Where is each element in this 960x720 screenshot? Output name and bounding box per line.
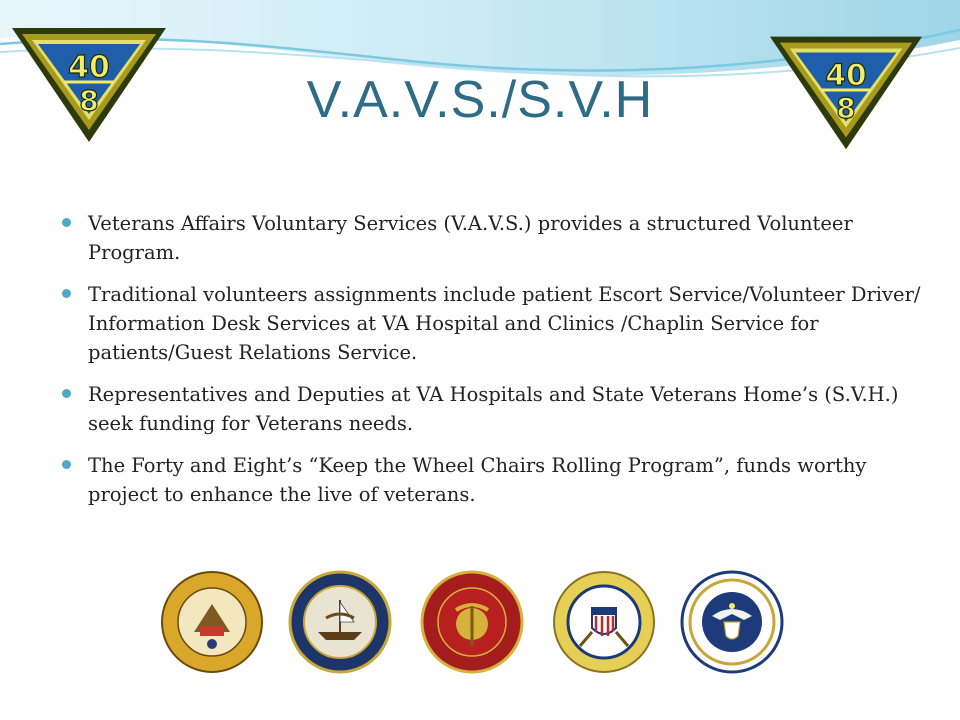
emblem-right-top-number: 40 [825, 58, 867, 93]
air-force-seal-icon [680, 570, 784, 674]
bullet-text: Traditional volunteers assignments include patient Escort Service/Volunteer Driver/ Information Desk Services at VA Hospital and Clinics /Chaplin Service for patients/Guest Relations Service. [88, 283, 921, 364]
bullet-item [62, 380, 922, 438]
bullet-text: The Forty and Eight’s “Keep the Wheel Chairs Rolling Program”, funds worthy project to enhance the live of veterans. [88, 454, 867, 506]
bullet-dot-icon [62, 289, 71, 298]
service-seals-row [0, 570, 960, 680]
army-seal-icon [160, 570, 264, 674]
emblem-left-bottom-number: 8 [79, 84, 99, 117]
coast-guard-seal-icon [552, 570, 656, 674]
emblem-left-top-number: 40 [68, 50, 110, 85]
marine-corps-seal-icon [420, 570, 524, 674]
bullet-item [62, 451, 922, 509]
navy-seal-icon [288, 570, 392, 674]
bullet-dot-icon [62, 389, 71, 398]
bullet-item [62, 280, 922, 367]
bullet-text: Veterans Affairs Voluntary Services (V.A.V.S.) provides a structured Volunteer Program. [88, 212, 853, 264]
emblem-right-bottom-number: 8 [836, 91, 856, 125]
bullet-dot-icon [62, 460, 71, 469]
bullet-text: Representatives and Deputies at VA Hospitals and State Veterans Home’s (S.V.H.) seek funding for Veterans needs. [88, 383, 899, 435]
slide-title: V.A.V.S./S.V.H [306, 71, 654, 129]
bullet-list [62, 209, 922, 522]
bullet-item [62, 209, 922, 267]
bullet-dot-icon [62, 218, 71, 227]
